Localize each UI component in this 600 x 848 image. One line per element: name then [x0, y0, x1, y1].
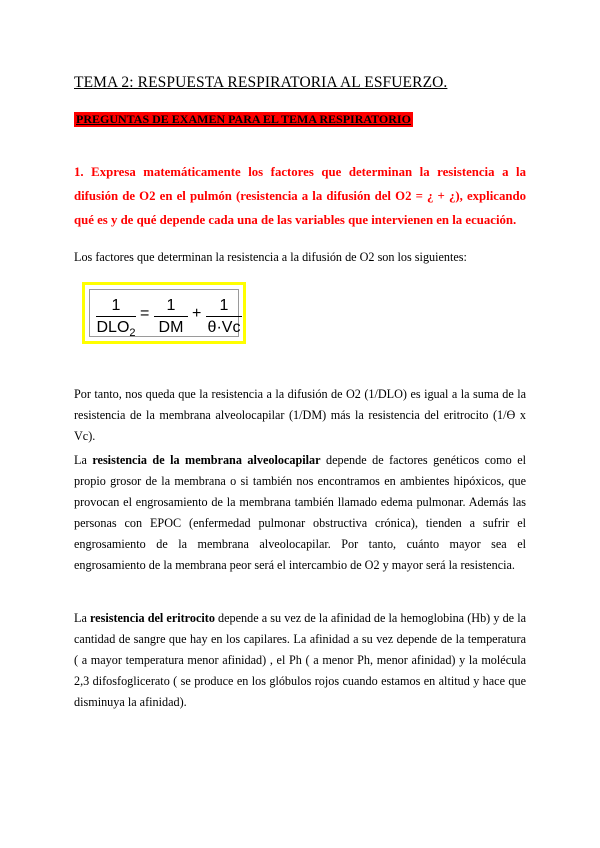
fraction-dm [154, 296, 188, 337]
term-eritrocito: resistencia del eritrocito [89, 611, 215, 625]
paragraph-summary: Por tanto, nos queda que la resistencia a la difusión de O2 (1/DLO) es igual a la suma de la resistencia de la membrana alveolocapilar (1/DM) más la resistencia del eritrocito (1/Ɵ x Vc). [74, 387, 526, 443]
fraction-denominator [96, 318, 136, 343]
fraction-bar [154, 316, 188, 317]
paragraph-body: depende a su vez de la afinidad de la hemoglobina (Hb) y de la cantidad de sangre que hay en los capilares. La afinidad a su vez depende de la temperatura ( a mayor temperatura menor afinidad) , el Ph ( a menor Ph, menor afinidad) y la molécula 2,3 difosfoglicerato ( se produce en los glóbulos rojos cuando estamos en altitud y hace que disminuya la afinidad). [74, 611, 526, 709]
fraction-bar [206, 316, 242, 317]
paragraph-lead: La [74, 611, 90, 625]
plus-sign: + [192, 305, 202, 322]
exam-question: 1. Expresa matemáticamente los factores que determinan la resistencia a la difusión de O2 en el pulmón (resistencia a la difusión del O2 = ¿ + ¿), explicando qué es y de qué depende cada una de las variables que intervienen en la ecuación. [74, 165, 526, 227]
paragraph-body: depende de factores genéticos como el propio grosor de la membrana o si también nos encontramos en ambientes hipóxicos, que provocan el engrosamiento de la membrana también llamado edema pulmonar. Además las personas con EPOC (enfermedad pulmonar obstructiva crónica), tienden a sufrir el engrosamiento de la membrana alveolocapilar. Por tanto, cuánto mayor sea el engrosamiento de la membrana peor será el intercambio de O2 y mayor será la resistencia. [74, 453, 526, 572]
paragraph-lead: La [74, 453, 93, 467]
formula-frame [89, 289, 241, 340]
formula-image [82, 282, 246, 344]
paragraph-erythrocyte [74, 608, 526, 713]
fraction-numerator: 1 [219, 297, 229, 314]
fraction-bar [96, 316, 136, 317]
document-title: TEMA 2: RESPUESTA RESPIRATORIA AL ESFUERZO. [74, 74, 448, 91]
paragraph-membrane [74, 450, 526, 576]
fraction-dlo [96, 296, 136, 343]
equals-sign: = [140, 305, 150, 322]
term-membrana-alveolocapilar: resistencia de la membrana alveolocapilar [92, 453, 321, 467]
fraction-denominator: DM [158, 319, 184, 336]
fraction-denominator: θ·Vc [207, 319, 241, 336]
section-subtitle: PREGUNTAS DE EXAMEN PARA EL TEMA RESPIRATORIO [76, 112, 411, 126]
fraction-numerator: 1 [111, 297, 121, 314]
intro-text: Los factores que determinan la resistencia a la difusión de O2 son los siguientes: [74, 250, 467, 264]
fraction-theta-vc [206, 296, 242, 337]
dlo-label: DLO [96, 319, 130, 336]
dlo-subscript: 2 [129, 327, 136, 340]
fraction-numerator: 1 [166, 297, 176, 314]
